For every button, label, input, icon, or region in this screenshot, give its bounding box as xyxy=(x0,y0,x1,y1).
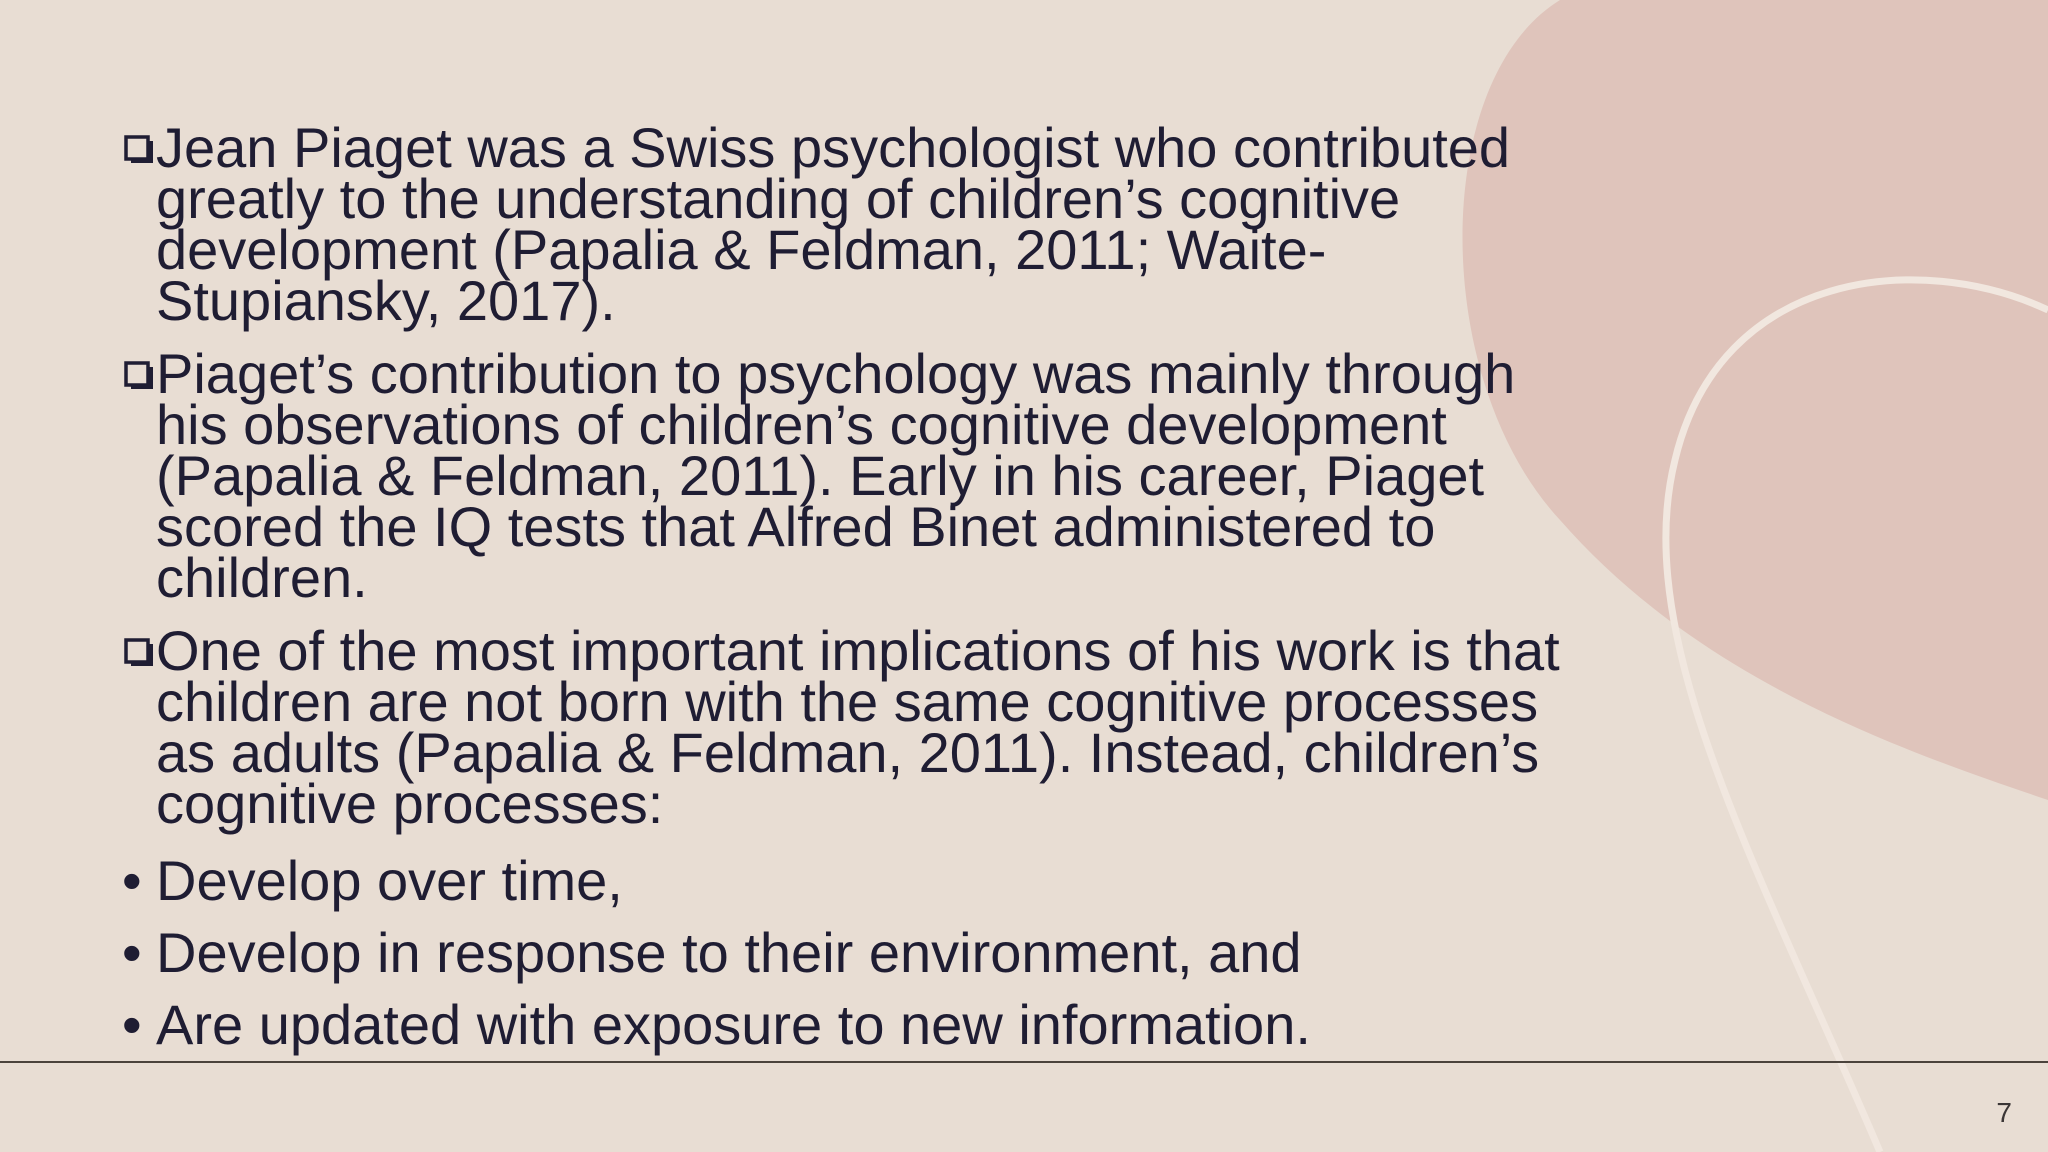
paragraph-2-line-3: (Papalia & Feldman, 2011). Early in his career, Piaget xyxy=(156,444,1485,507)
page-number: 7 xyxy=(1996,1097,2012,1128)
list-item xyxy=(118,923,1698,983)
hollow-square-bullet-icon xyxy=(124,638,154,668)
paragraph-3-line-3: as adults (Papalia & Feldman, 2011). Instead, children’s xyxy=(156,721,1540,784)
bullet-list xyxy=(118,851,1698,1055)
hollow-square-bullet-icon xyxy=(124,361,154,391)
bullet-text: Develop over time, xyxy=(156,849,623,912)
paragraph-3-line-2: children are not born with the same cognitive processes xyxy=(156,670,1539,733)
paragraph-2-line-5: children. xyxy=(156,546,368,609)
bullet-dot: • xyxy=(122,993,142,1056)
slide-body xyxy=(118,116,1698,1067)
paragraph-2-line-1: Piaget’s contribution to psychology was mainly through xyxy=(156,342,1516,405)
bullet-text: Develop in response to their environment, and xyxy=(156,921,1302,984)
paragraph-1-line-1: Jean Piaget was a Swiss psychologist who contributed xyxy=(156,116,1511,179)
footer-divider xyxy=(0,1061,2048,1063)
hollow-square-bullet-icon xyxy=(124,135,154,165)
bullet-dot: • xyxy=(122,849,142,912)
paragraph-2 xyxy=(118,342,1698,609)
paragraph-3-line-4: cognitive processes: xyxy=(156,772,664,835)
paragraph-1-line-2: greatly to the understanding of children’s cognitive xyxy=(156,167,1401,230)
paragraph-3 xyxy=(118,619,1698,835)
paragraph-1-line-3: development (Papalia & Feldman, 2011; Waite- xyxy=(156,218,1327,281)
paragraph-3-line-1: One of the most important implications of his work is that xyxy=(156,619,1560,682)
list-item xyxy=(118,851,1698,911)
bullet-dot: • xyxy=(122,921,142,984)
bullet-text: Are updated with exposure to new information. xyxy=(156,993,1311,1056)
paragraph-2-line-4: scored the IQ tests that Alfred Binet administered to xyxy=(156,495,1436,558)
paragraph-1 xyxy=(118,116,1698,332)
paragraph-2-line-2: his observations of children’s cognitive development xyxy=(156,393,1447,456)
list-item xyxy=(118,995,1698,1055)
paragraph-1-line-4: Stupiansky, 2017). xyxy=(156,269,616,332)
